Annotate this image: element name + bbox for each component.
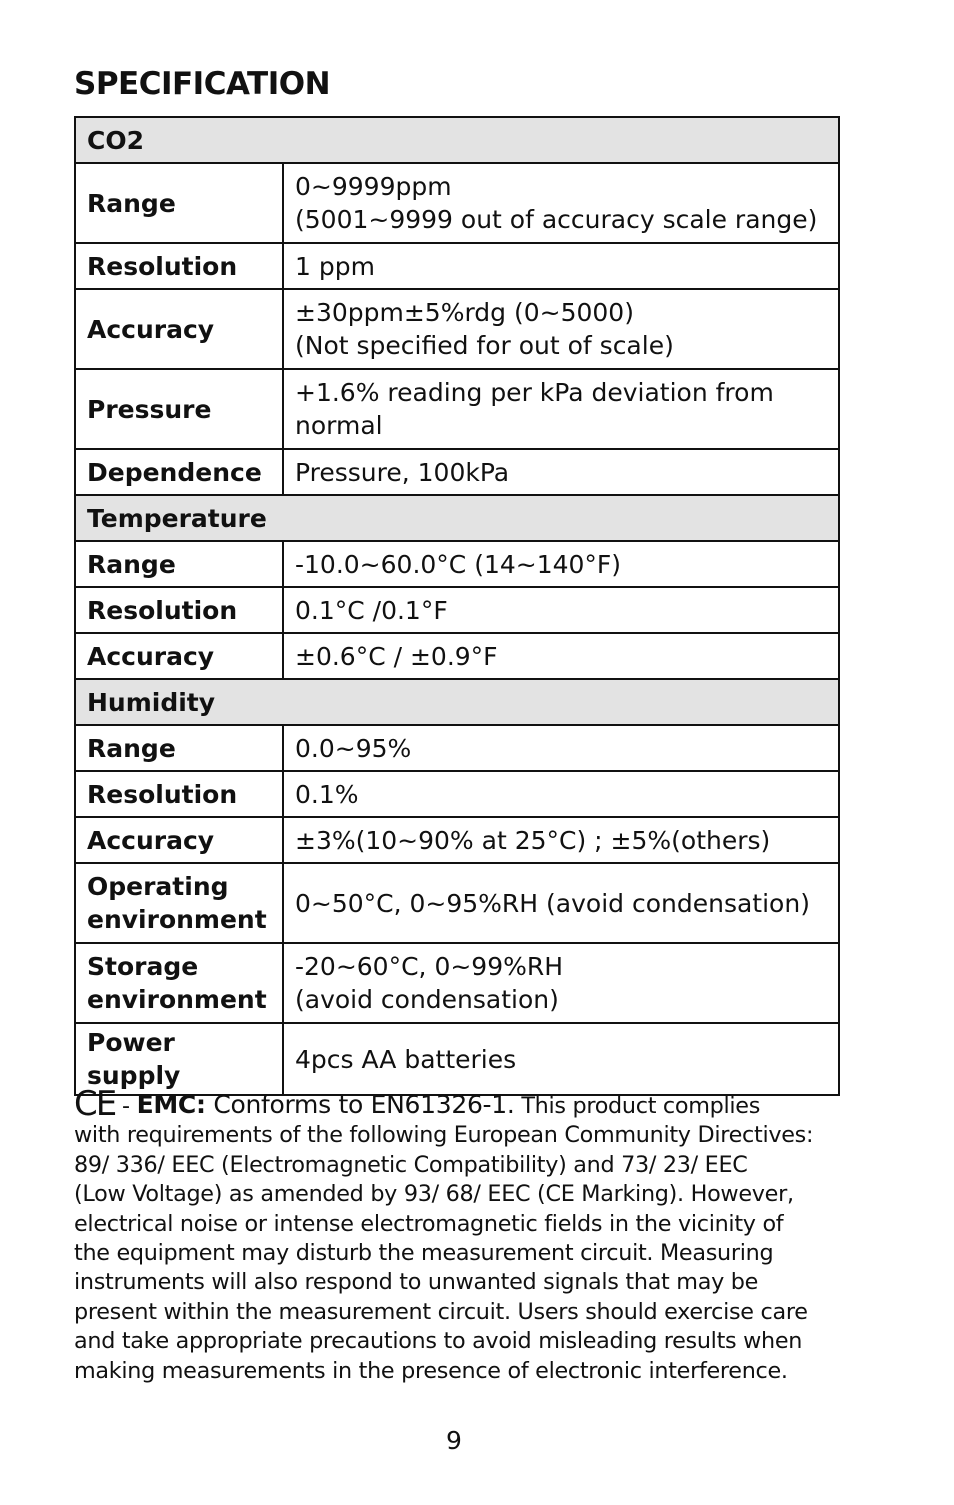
spec-label: Power supply bbox=[75, 1023, 283, 1095]
spec-value: Pressure, 100kPa bbox=[283, 449, 839, 495]
separator: - bbox=[115, 1093, 137, 1119]
spec-label: Accuracy bbox=[75, 633, 283, 679]
page-number: 9 bbox=[446, 1426, 462, 1455]
table-row bbox=[75, 1023, 839, 1095]
section-title: Temperature bbox=[75, 495, 839, 541]
spec-value-line: (5001~9999 out of accuracy scale range) bbox=[295, 205, 818, 234]
spec-label-line: Operating bbox=[87, 872, 229, 901]
spec-value: 0.1% bbox=[283, 771, 839, 817]
spec-label: Resolution bbox=[75, 243, 283, 289]
compliance-line: 89/ 336/ EEC (Electromagnetic Compatibility) and 73/ 23/ EEC bbox=[74, 1151, 748, 1178]
spec-value: 4pcs AA batteries bbox=[283, 1023, 839, 1095]
spec-label bbox=[75, 943, 283, 1023]
section-title: Humidity bbox=[75, 679, 839, 725]
compliance-line: (Low Voltage) as amended by 93/ 68/ EEC (CE Marking). However, bbox=[74, 1181, 794, 1208]
ce-mark-icon: CE bbox=[74, 1084, 116, 1124]
table-row bbox=[75, 587, 839, 633]
spec-value-line: normal bbox=[295, 411, 383, 440]
compliance-line: making measurements in the presence of electronic interference. bbox=[74, 1357, 788, 1384]
spec-label bbox=[75, 863, 283, 943]
spec-label: Dependence bbox=[75, 449, 283, 495]
spec-label-line: environment bbox=[87, 985, 267, 1014]
compliance-line: instruments will also respond to unwanted signals that may be bbox=[74, 1269, 759, 1296]
spec-value: 0~50°C, 0~95%RH (avoid condensation) bbox=[283, 863, 839, 943]
section-title: CO2 bbox=[75, 117, 839, 163]
spec-label: Range bbox=[75, 541, 283, 587]
table-row bbox=[75, 541, 839, 587]
spec-value-line: -20~60°C, 0~99%RH bbox=[295, 952, 564, 981]
spec-label: Accuracy bbox=[75, 289, 283, 369]
spec-value-line: (Not specified for out of scale) bbox=[295, 331, 674, 360]
spec-value-line: 0~9999ppm bbox=[295, 172, 452, 201]
section-header-humidity bbox=[75, 679, 839, 725]
table-row bbox=[75, 725, 839, 771]
spec-value-line: ±30ppm±5%rdg (0~5000) bbox=[295, 298, 634, 327]
section-header-co2 bbox=[75, 117, 839, 163]
spec-value bbox=[283, 943, 839, 1023]
spec-label: Accuracy bbox=[75, 817, 283, 863]
compliance-notice bbox=[74, 1084, 844, 1386]
specification-table bbox=[74, 116, 840, 1096]
spec-label: Range bbox=[75, 725, 283, 771]
spec-value: ±3%(10~90% at 25°C) ; ±5%(others) bbox=[283, 817, 839, 863]
table-row bbox=[75, 449, 839, 495]
spec-label-line: Storage bbox=[87, 952, 199, 981]
table-row bbox=[75, 243, 839, 289]
spec-value: -10.0~60.0°C (14~140°F) bbox=[283, 541, 839, 587]
compliance-line: present within the measurement circuit. Users should exercise care bbox=[74, 1298, 808, 1325]
table-row bbox=[75, 943, 839, 1023]
spec-value-line: +1.6% reading per kPa deviation from bbox=[295, 378, 774, 407]
compliance-line: the equipment may disturb the measurement circuit. Measuring bbox=[74, 1240, 774, 1267]
spec-label: Resolution bbox=[75, 771, 283, 817]
spec-label: Resolution bbox=[75, 587, 283, 633]
table-row bbox=[75, 771, 839, 817]
table-row bbox=[75, 633, 839, 679]
spec-value bbox=[283, 289, 839, 369]
compliance-line: electrical noise or intense electromagnetic fields in the vicinity of bbox=[74, 1210, 784, 1237]
spec-label-line: environment bbox=[87, 905, 267, 934]
spec-value bbox=[283, 163, 839, 243]
compliance-line: This product complies bbox=[521, 1093, 761, 1119]
page-title: SPECIFICATION bbox=[74, 66, 331, 102]
spec-value-line: (avoid condensation) bbox=[295, 985, 559, 1014]
spec-value: 0.0~95% bbox=[283, 725, 839, 771]
emc-label: EMC: bbox=[136, 1090, 206, 1119]
compliance-line: and take appropriate precautions to avoid misleading results when bbox=[74, 1328, 803, 1355]
table-row bbox=[75, 863, 839, 943]
spec-value bbox=[283, 369, 839, 449]
spec-value: 0.1°C /0.1°F bbox=[283, 587, 839, 633]
spec-value: ±0.6°C / ±0.9°F bbox=[283, 633, 839, 679]
table-row bbox=[75, 817, 839, 863]
spec-label: Range bbox=[75, 163, 283, 243]
compliance-line: with requirements of the following European Community Directives: bbox=[74, 1122, 814, 1149]
spec-value: 1 ppm bbox=[283, 243, 839, 289]
table-row bbox=[75, 369, 839, 449]
table-row bbox=[75, 163, 839, 243]
spec-label: Pressure bbox=[75, 369, 283, 449]
emc-lead: Conforms to EN61326-1. bbox=[205, 1090, 515, 1119]
section-header-temperature bbox=[75, 495, 839, 541]
table-row bbox=[75, 289, 839, 369]
